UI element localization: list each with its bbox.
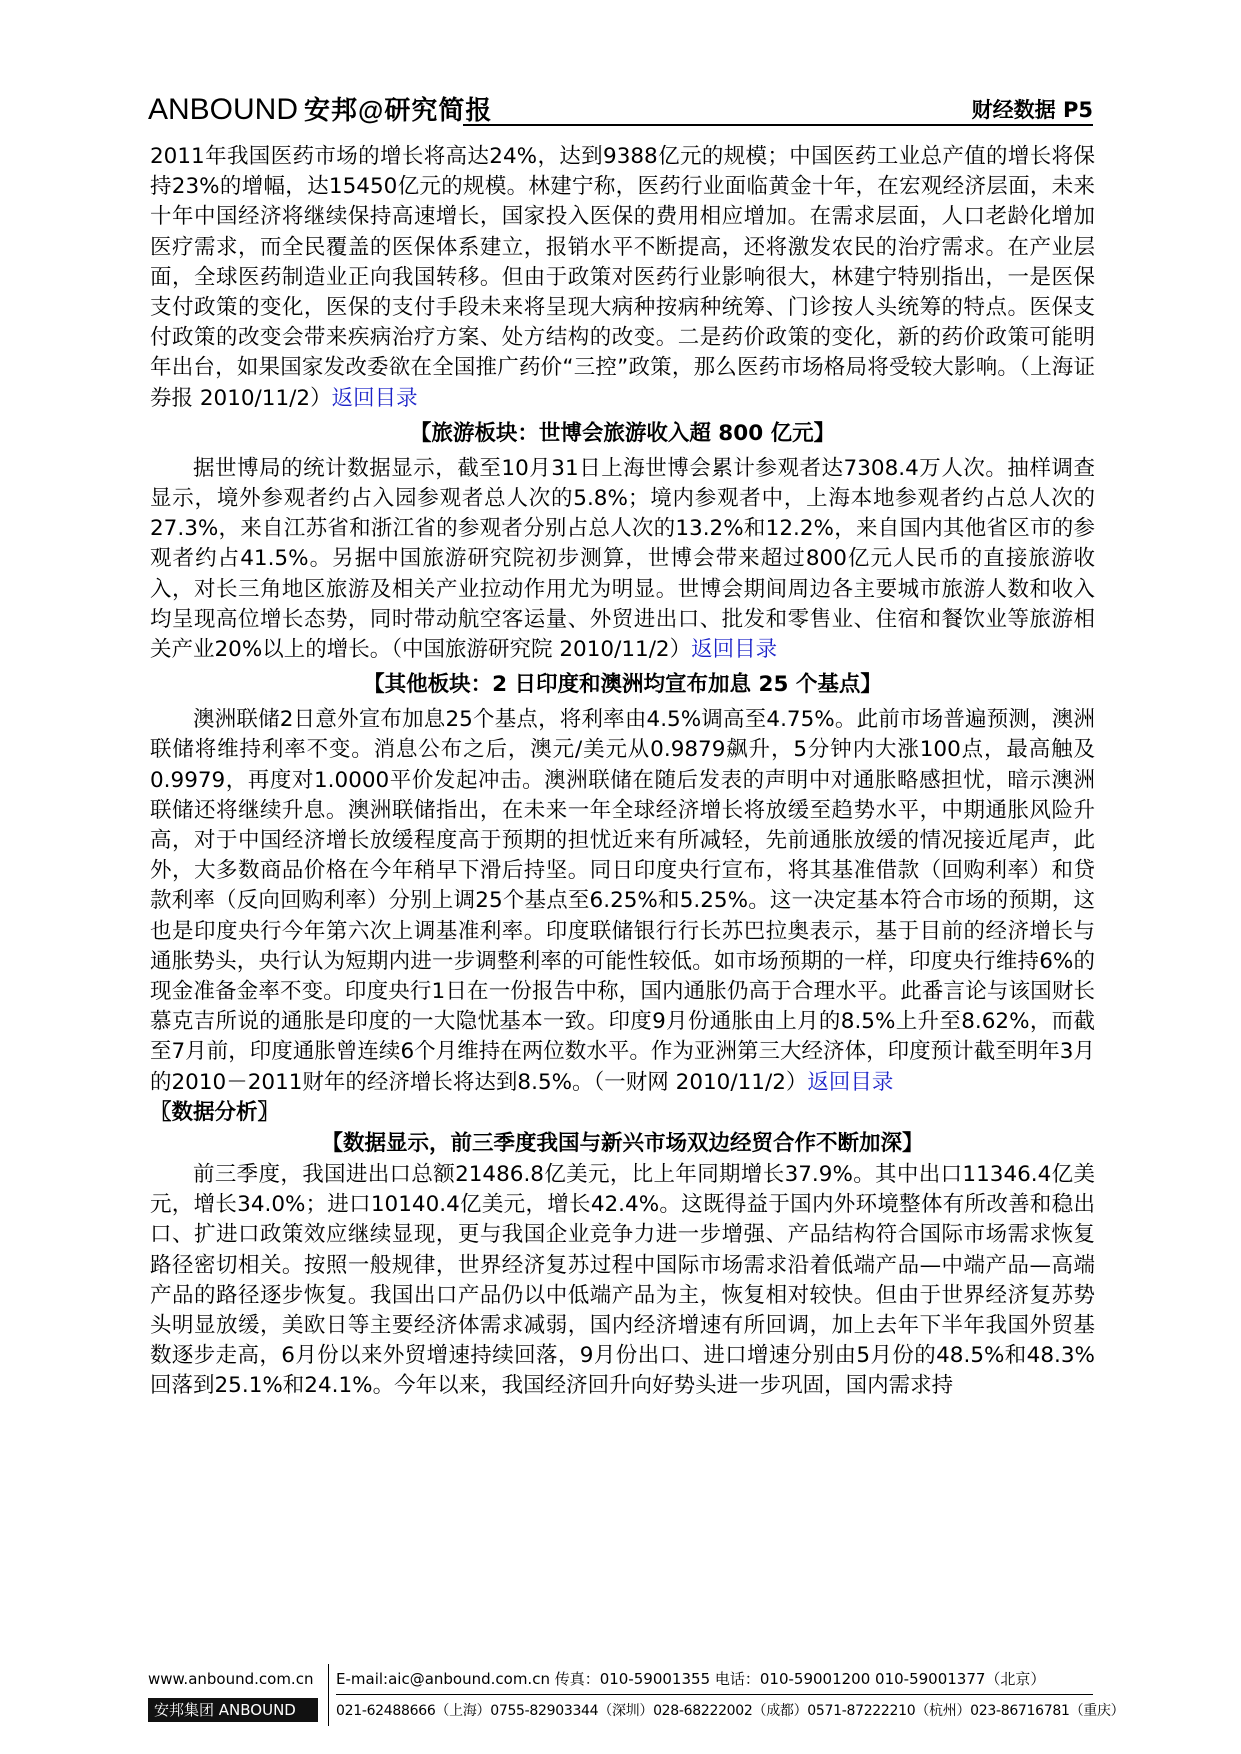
footer-phones: 021-62488666（上海）0755-82903344（深圳）028-68222002（成都）0571-87222210（杭州）023-86716781（重庆） xyxy=(336,1703,1125,1719)
logo-title: 安邦@研究简报 xyxy=(304,95,493,125)
return-to-toc-link[interactable]: 返回目录 xyxy=(331,385,418,411)
page-tag: 财经数据 P5 xyxy=(971,98,1093,122)
section-heading-other: 【其他板块：2 日印度和澳洲均宣布加息 25 个基点】 xyxy=(363,672,882,698)
data-article-body: 前三季度，我国进出口总额21486.8亿美元，比上年同期增长37.9%。其中出口11346.4亿美元，增长34.0%；进口10140.4亿美元，增长42.4%。这既得益于国内外环境整体有所改善和稳出口、扩进口政策效应继续显现，更与我国企业竞争力进一步增强、产品结构符合国际市场需求恢复路径密切相关。按照一般规律，世界经济复苏过程中国际市场需求沿着低端产品—中端产品—高端产品的路径逐步恢复。我国出口产品仍以中低端产品为主，恢复相对较快。但由于世界经济复苏势头明显放缓，美欧日等主要经济体需求减弱，国内经济增速有所回调，加上去年下半年我国外贸基数逐步走高，6月份以来外贸增速持续回落，9月份出口、进口增速分别由5月份的48.5%和48.3%回落到25.1%和24.1%。今年以来，我国经济回升向好势头进一步巩固，国内需求持 xyxy=(150,1161,1095,1399)
section-heading-tourism: 【旅游板块：世博会旅游收入超 800 亿元】 xyxy=(409,420,836,446)
main-content xyxy=(150,142,1095,1402)
return-to-toc-link[interactable]: 返回目录 xyxy=(691,637,778,663)
header-rule xyxy=(463,124,1093,126)
section-body-tourism xyxy=(150,454,1095,665)
tourism-text: 据世博局的统计数据显示，截至10月31日上海世博会累计参观者达7308.4万人次。抽样调查显示，境外参观者约占入园参观者总人次的5.8%；境内参观者中，上海本地参观者约占总人次的27.3%，来自江苏省和浙江省的参观者分别占总人次的13.2%和12.2%，来自国内其他省区市的参观者约占41.5%。另据中国旅游研究院初步测算，世博会带来超过800亿元人民币的直接旅游收入，对长三角地区旅游及相关产业拉动作用尤为明显。世博会期间周边各主要城市旅游人数和收入均呈现高位增长态势，同时带动航空客运量、外贸进出口、批发和零售业、住宿和餐饮业等旅游相关产业20%以上的增长。（中国旅游研究院 2010/11/2） xyxy=(150,455,1095,663)
return-to-toc-link[interactable]: 返回目录 xyxy=(807,1069,894,1095)
page-footer xyxy=(148,1664,1125,1724)
logo-brand: ANBOUND xyxy=(148,93,299,126)
footer-brand: 安邦集团 ANBOUND xyxy=(148,1698,318,1722)
footer-contact: E-mail:aic@anbound.com.cn 传真：010-59001355 电话：010-59001200 010-59001377（北京） xyxy=(336,1670,1046,1688)
data-analysis-label: 〖数据分析〗 xyxy=(150,1099,280,1125)
page-header xyxy=(148,86,1093,126)
data-article-heading: 【数据显示，前三季度我国与新兴市场双边经贸合作不断加深】 xyxy=(321,1130,924,1156)
intro-text: 2011年我国医药市场的增长将高达24%，达到9388亿元的规模；中国医药工业总产值的增长将保持23%的增幅，达15450亿元的规模。林建宁称，医药行业面临黄金十年，在宏观经济层面，未来十年中国经济将继续保持高速增长，国家投入医保的费用相应增加。在需求层面，人口老龄化增加医疗需求，而全民覆盖的医保体系建立，报销水平不断提高，还将激发农民的治疗需求。在产业层面，全球医药制造业正向我国转移。但由于政策对医药行业影响很大，林建宁特别指出，一是医保支付政策的变化，医保的支付手段未来将呈现大病种按病种统筹、门诊按人头统筹的特点。医保支付政策的改变会带来疾病治疗方案、处方结构的改变。二是药价政策的变化，新的药价政策可能明年出台，如果国家发改委欲在全国推广药价“三控”政策，那么医药市场格局将受较大影响。（上海证券报 2010/11/2） xyxy=(150,144,1095,411)
anbound-logo xyxy=(148,90,492,127)
footer-row-contact xyxy=(148,1664,1093,1694)
section-body-other xyxy=(150,705,1095,1098)
footer-website[interactable]: www.anbound.com.cn xyxy=(148,1670,314,1688)
other-text: 澳洲联储2日意外宣布加息25个基点，将利率由4.5%调高至4.75%。此前市场普遍预测，澳洲联储将维持利率不变。消息公布之后，澳元/美元从0.9879飙升，5分钟内大涨100点，最高触及0.9979，再度对1.0000平价发起冲击。澳洲联储在随后发表的声明中对通胀略感担忧，暗示澳洲联储还将继续升息。澳洲联储指出，在未来一年全球经济增长将放缓至趋势水平，中期通胀风险升高，对于中国经济增长放缓程度高于预期的担忧近来有所减轻，先前通胀放缓的情况接近尾声，此外，大多数商品价格在今年稍早下滑后持坚。同日印度央行宣布，将其基准借款（回购利率）和贷款利率（反向回购利率）分别上调25个基点至6.25%和5.25%。这一决定基本符合市场的预期，这也是印度央行今年第六次上调基准利率。印度联储银行行长苏巴拉奥表示，基于目前的经济增长与通胀势头，央行认为短期内进一步调整利率的可能性较低。如市场预期的一样，印度央行维持6%的现金准备金率不变。印度央行1日在一份报告中称，国内通胀仍高于合理水平。此番言论与该国财长慕克吉所说的通胀是印度的一大隐忧基本一致。印度9月份通胀由上月的8.5%上升至8.62%，而截至7月前，印度通胀曾连续6个月维持在两位数水平。作为亚洲第三大经济体，印度预计截至明年3月的2010－2011财年的经济增长将达到8.5%。（一财网 2010/11/2） xyxy=(150,707,1095,1095)
footer-row-phones xyxy=(148,1694,1125,1724)
intro-paragraph xyxy=(150,142,1095,414)
